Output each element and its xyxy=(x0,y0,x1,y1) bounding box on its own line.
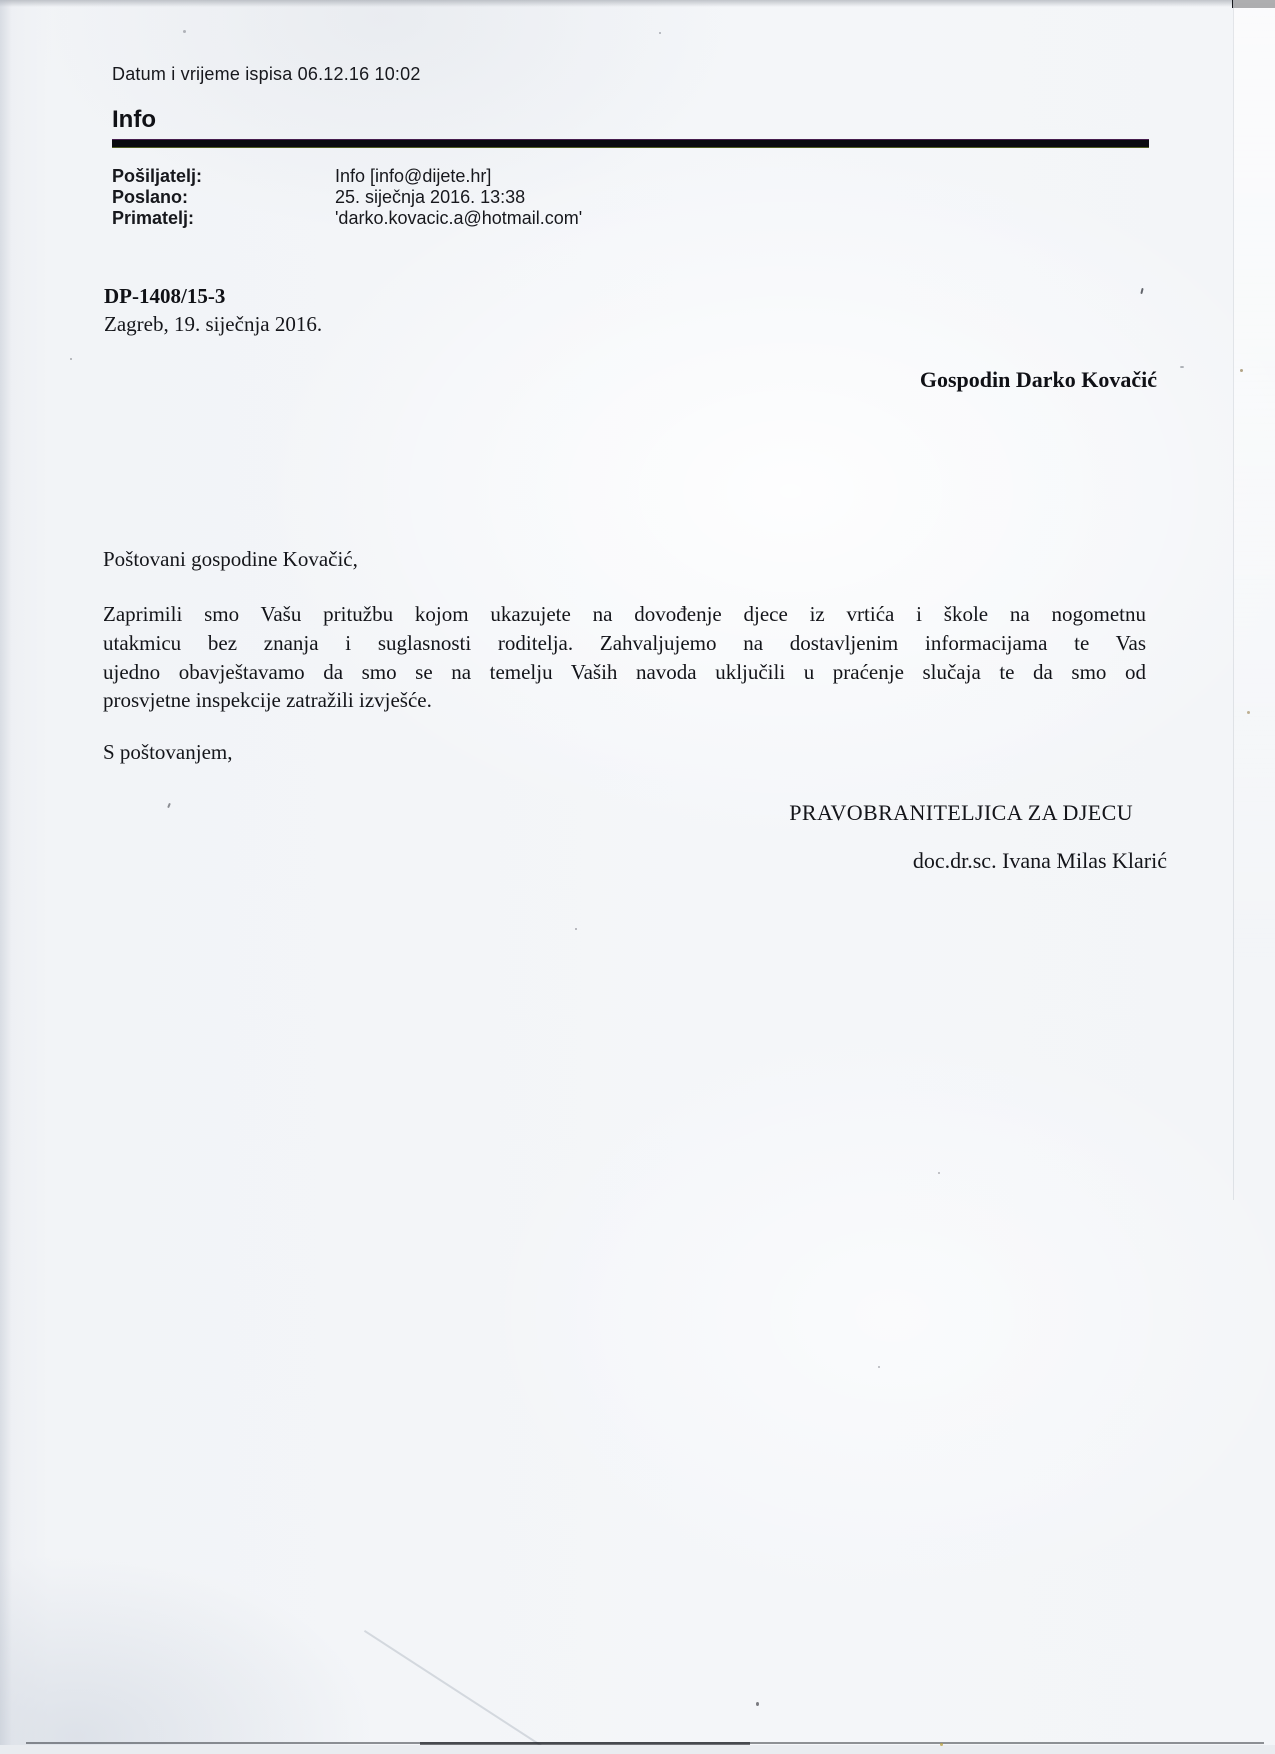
meta-row-recipient xyxy=(112,208,582,229)
scan-speck xyxy=(1180,366,1184,368)
sender-label: Pošiljatelj: xyxy=(112,166,203,186)
header-rule xyxy=(112,139,1149,148)
meta-row-sender xyxy=(112,166,582,187)
scan-edge-top xyxy=(0,0,1275,7)
recipient-name: Gospodin Darko Kovačić xyxy=(919,367,1157,392)
signature-title: PRAVOBRANITELJICA ZA DJECU xyxy=(789,800,1133,825)
scan-speck xyxy=(940,1743,943,1746)
salutation: Poštovani gospodine Kovačić, xyxy=(103,547,358,571)
scan-speck xyxy=(1247,711,1250,714)
reference-number: DP-1408/15-3 xyxy=(104,284,226,308)
recipient-label: Primatelj: xyxy=(112,208,195,228)
body-line: utakmicu bez znanja i suglasnosti roditelja. Zahvaljujemo na dostavljenim informacijama te Vas xyxy=(103,630,1146,655)
body-line: prosvjetne inspekcije zatražili izvješće. xyxy=(103,688,432,713)
scan-speck xyxy=(1140,288,1143,294)
scan-speck xyxy=(167,803,171,808)
scan-speck xyxy=(756,1702,759,1706)
recipient-value: 'darko.kovacic.a@hotmail.com' xyxy=(335,208,583,228)
email-meta-block xyxy=(112,166,582,229)
scan-speck xyxy=(183,30,186,33)
sent-label: Poslano: xyxy=(112,187,189,207)
scan-speck xyxy=(70,358,72,360)
signature-name: doc.dr.sc. Ivana Milas Klarić xyxy=(912,848,1167,873)
sent-value: 25. siječnja 2016. 13:38 xyxy=(335,187,526,207)
scan-speck xyxy=(575,928,577,930)
body-paragraph xyxy=(103,600,1146,715)
body-line: ujedno obavještavamo da smo se na temelju Vaših navoda uključili u praćenje slučaja te da smo od xyxy=(103,659,1146,684)
scan-speck xyxy=(1240,369,1243,372)
meta-row-sent xyxy=(112,187,582,208)
scan-edge-left-shadow xyxy=(0,0,12,1754)
body-line: Zaprimili smo Vašu pritužbu kojom ukazujete na dovođenje djece iz vrtića i škole na nogometnu xyxy=(103,602,1146,626)
sender-value: Info [info@dijete.hr] xyxy=(335,166,492,186)
place-date-line: Zagreb, 19. siječnja 2016. xyxy=(104,312,323,336)
print-date-line: Datum i vrijeme ispisa 06.12.16 10:02 xyxy=(112,64,421,84)
section-title: Info xyxy=(112,106,156,133)
scan-speck xyxy=(878,1366,880,1368)
scan-speck xyxy=(659,32,661,34)
scan-band-bottom xyxy=(0,1745,1275,1754)
scan-crease-bottom xyxy=(364,1630,562,1754)
scan-paper-right-edge xyxy=(1233,0,1275,1200)
closing-line: S poštovanjem, xyxy=(103,740,233,764)
scan-speck xyxy=(938,1172,940,1174)
